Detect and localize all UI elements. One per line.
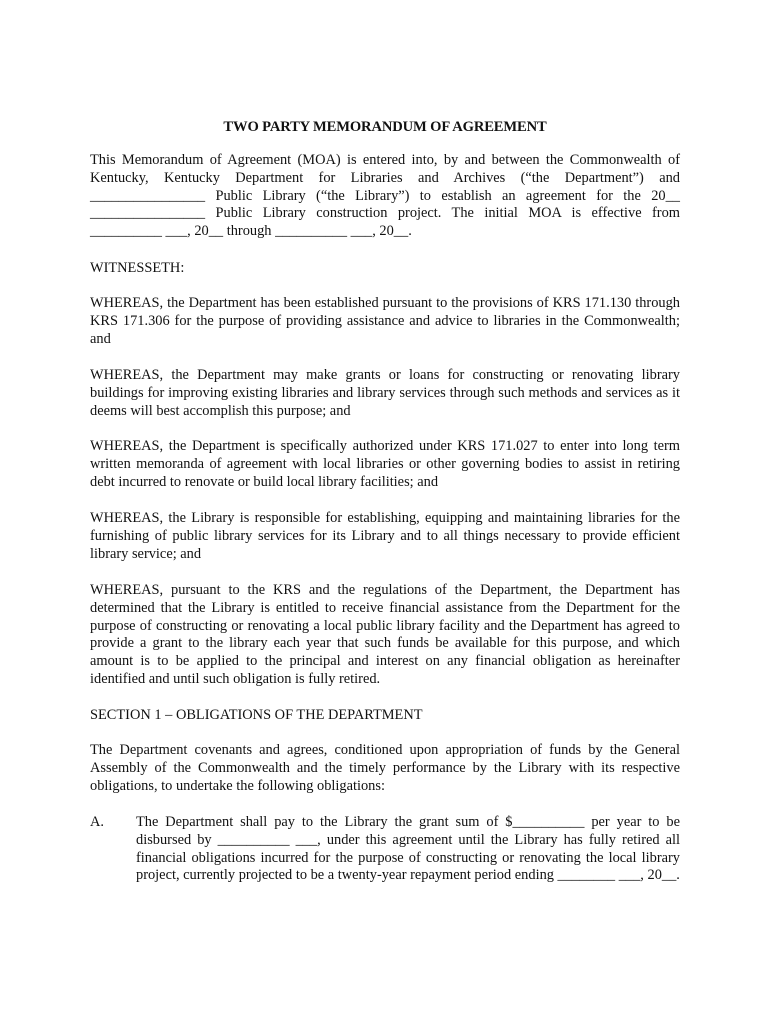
item-letter: A. — [90, 814, 104, 830]
whereas-paragraph-3: WHEREAS, the Department is specifically authorized under KRS 171.027 to enter into long term written memoranda of agreement with local libraries or other governing bodies to assist in retiring debt incurred to renovate or build local library facilities; and — [90, 438, 680, 490]
whereas-paragraph-5: WHEREAS, pursuant to the KRS and the regulations of the Department, the Department has determined that the Library is entitled to receive financial assistance from the Department for the purpose of constructing or renovating a local public library facility and the Department has agreed to provide a grant to the library each year that such funds be available for this purpose, and which amount is to be applied to the principal and interest on any financial obligation as hereinafter identified and until such obligation is fully retired. — [90, 582, 680, 687]
document-title: TWO PARTY MEMORANDUM OF AGREEMENT — [223, 119, 547, 135]
section-1-heading: SECTION 1 – OBLIGATIONS OF THE DEPARTMENT — [90, 707, 423, 723]
intro-paragraph: This Memorandum of Agreement (MOA) is entered into, by and between the Commonwealth of Kentucky, Kentucky Department for Libraries and Archives (“the Department”) and ________________ Public Library (“the Library”) to establish an agreement for the 20__ ________________ Public Library construction project. The initial MOA is effective from __________ ___, 20__ through __________ ___, 20__. — [90, 152, 680, 240]
section-1-body: The Department covenants and agrees, conditioned upon appropriation of funds by the General Assembly of the Commonwealth and the timely performance by the Library with its respective obligations, to undertake the following obligations: — [90, 742, 680, 794]
witnesseth-heading: WITNESSETH: — [90, 260, 185, 276]
whereas-paragraph-2: WHEREAS, the Department may make grants or loans for constructing or renovating library buildings for improving existing libraries and library services through such methods and services as it deems will best accomplish this purpose; and — [90, 367, 680, 419]
item-text: The Department shall pay to the Library the grant sum of $__________ per year to be disbursed by __________ ___, under this agreement until the Library has fully retired all financial obligations incurred for the purpose of constructing or renovating the local library project, currently projected to be a twenty-year repayment period ending ________ ___, 20__. — [136, 814, 680, 884]
whereas-paragraph-4: WHEREAS, the Library is responsible for establishing, equipping and maintaining libraries for the furnishing of public library services for its Library and to all things necessary to provide efficient library service; and — [90, 510, 680, 562]
whereas-paragraph-1: WHEREAS, the Department has been established pursuant to the provisions of KRS 171.130 through KRS 171.306 for the purpose of providing assistance and advice to libraries in the Commonwealth; and — [90, 295, 680, 347]
